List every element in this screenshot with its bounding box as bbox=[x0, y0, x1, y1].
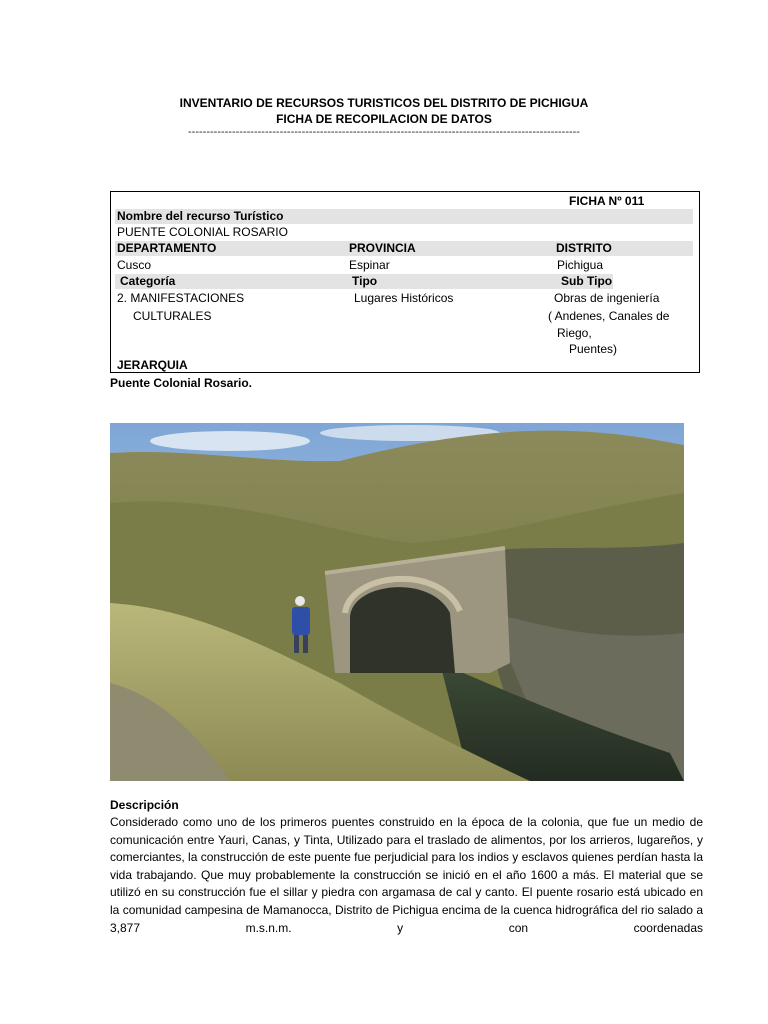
categoria-value-line2: CULTURALES bbox=[133, 309, 212, 323]
description-text: Considerado como uno de los primeros puentes construido en la época de la colonia, que fue un medio de comunicación entre Yauri, Canas, y Tinta, Utilizado para el traslado de alimentos, por los arrieros, lugareños, y comerciantes, la construcción de este puente fue perjudicial para los indios y esclavos quienes perdían hasta la vida trabajando. Que muy probablemente la construcción se inició en el año 1600 a más. El material que se utilizó en su construcción fue el sillar y piedra con argamasa de cal y canto. El puente rosario está ubicado en la comunidad campesina de Mamanocca, Distrito de Pichigua encima de la cuenca hidrográfica del rio salado a 3,877 m.s.n.m. y con coordenadas bbox=[110, 815, 704, 935]
bridge-photo bbox=[110, 423, 684, 781]
description-title: Descripción bbox=[110, 798, 179, 812]
resource-name-label: Nombre del recurso Turístico bbox=[117, 209, 284, 223]
bridge-landscape-image bbox=[110, 423, 684, 781]
resource-name-value: PUENTE COLONIAL ROSARIO bbox=[117, 225, 288, 239]
document-title: INVENTARIO DE RECURSOS TURISTICOS DEL DISTRITO DE PICHIGUA bbox=[179, 96, 589, 110]
row-resource-label bbox=[115, 209, 693, 224]
subtipo-value-line4: Puentes) bbox=[569, 342, 618, 356]
title-rule: ----------------------------------------------------------------------------------------------------------- bbox=[188, 126, 580, 138]
tipo-label: Tipo bbox=[352, 274, 378, 288]
subtipo-label: Sub Tipo bbox=[561, 274, 613, 288]
provincia-value: Espinar bbox=[349, 258, 390, 272]
departamento-value: Cusco bbox=[117, 258, 152, 272]
document-subtitle: FICHA DE RECOPILACION DE DATOS bbox=[276, 112, 492, 126]
jerarquia-label: JERARQUIA bbox=[117, 358, 188, 372]
distrito-label: DISTRITO bbox=[556, 241, 612, 255]
distrito-value: Pichigua bbox=[557, 258, 604, 272]
subtipo-value-line1: Obras de ingeniería bbox=[554, 291, 660, 305]
subtipo-value-line2: ( Andenes, Canales de bbox=[548, 309, 670, 323]
ficha-number: FICHA Nº 011 bbox=[569, 194, 645, 208]
ficha-table bbox=[110, 191, 700, 373]
categoria-value-line1: 2. MANIFESTACIONES bbox=[117, 291, 245, 305]
photo-caption: Puente Colonial Rosario. bbox=[110, 376, 253, 390]
provincia-label: PROVINCIA bbox=[349, 241, 416, 255]
row-location-labels bbox=[115, 241, 693, 256]
categoria-label: Categoría bbox=[120, 274, 176, 288]
row-category-labels bbox=[115, 274, 613, 289]
subtipo-value-line3: Riego, bbox=[557, 326, 592, 340]
departamento-label: DEPARTAMENTO bbox=[117, 241, 217, 255]
tipo-value: Lugares Históricos bbox=[354, 291, 454, 305]
